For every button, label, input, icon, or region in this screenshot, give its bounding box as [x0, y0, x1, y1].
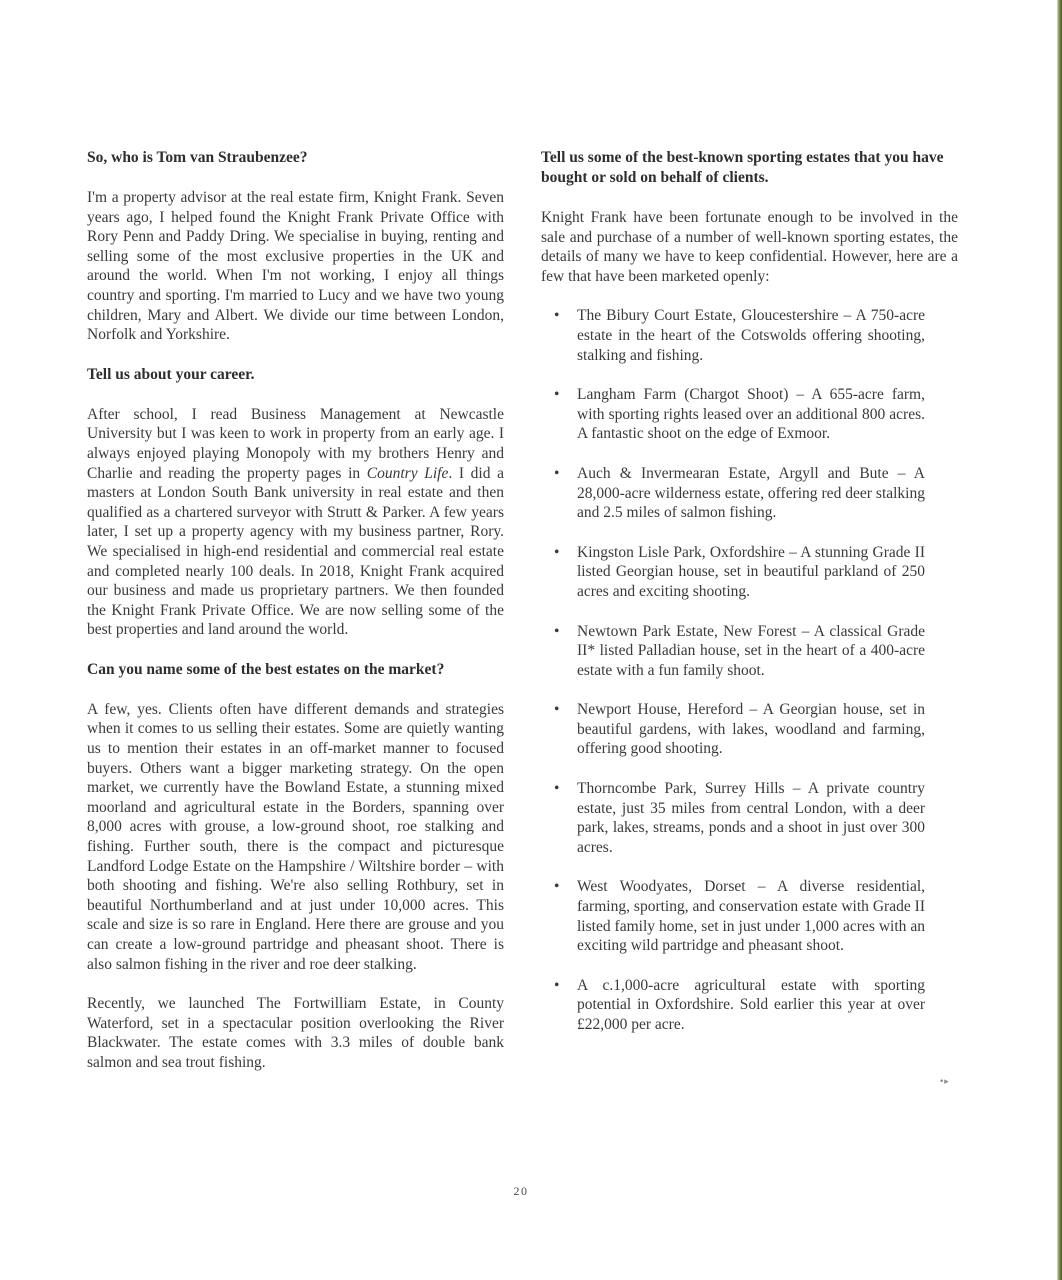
list-item: • A c.1,000-acre agricultural estate with sporting potential in Oxfordshire. Sold earlier this year at over £22,000 per acre. — [554, 976, 925, 1033]
list-item: • Langham Farm (Chargot Shoot) – A 655-acre farm, with sporting rights leased over an additional 800 acres. A fantastic shoot on the edge of Exmoor. — [554, 386, 925, 443]
page-number: 20 — [513, 1184, 529, 1198]
bullet-icon: • — [554, 701, 560, 719]
answer-best-estates: A few, yes. Clients often have different demands and strategies when it comes to us selling their estates. Some are quietly wanting us to mention their estates in an off-market manner to focused buyers. Others want a bigger marketing strategy. On the open market, we currently have the Bowland Estate, a stunning mixed moorland and agricultural estate in the Borders, spanning over 8,000 acres with grouse, a low-ground shoot, roe stalking and fishing. Further south, there is the compact and picturesque Landford Lodge Estate on the Hampshire / Wiltshire border – with both shooting and fishing. We're also selling Rothbury, set in beautiful Northumberland and at just under 10,000 acres. This scale and size is so rare in England. Here there are grouse and you can create a low-ground partridge and pheasant shoot. There is also salmon fishing in the river and roe deer stalking. — [87, 700, 504, 973]
bullet-icon: • — [554, 780, 560, 798]
estates-list — [541, 306, 958, 1034]
list-item: • Newtown Park Estate, New Forest – A classical Grade II* listed Palladian house, set in the heart of a 400-acre estate with a fun family shoot. — [554, 622, 925, 679]
list-item: • Auch & Invermearan Estate, Argyll and Bute – A 28,000-acre wilderness estate, offering red deer stalking and 2.5 miles of salmon fishing. — [554, 464, 925, 522]
answer-career-part1: After school, I read Business Management at Newcastle University but I was keen to work in property from an early age. I always enjoyed playing Monopoly with my brothers Henry and Charlie and reading the property pages in — [87, 405, 504, 482]
list-item: • West Woodyates, Dorset – A diverse residential, farming, sporting, and conservation estate with Grade II listed family home, set in just under 1,000 acres with an exciting wild partridge and pheasant shoot. — [554, 878, 925, 955]
bullet-icon: • — [554, 543, 560, 561]
answer-career — [87, 405, 504, 640]
list-item: • Kingston Lisle Park, Oxfordshire – A stunning Grade II listed Georgian house, set in beautiful parkland of 250 acres and exciting shooting. — [554, 543, 925, 600]
page-edge-decoration — [1057, 0, 1062, 1280]
right-column — [541, 148, 958, 1055]
answer-career-part2: . I did a masters at London South Bank university in real estate and then qualified as a chartered surveyor with Strutt & Parker. A few years later, I set up a property agency with my business partner, Rory. We specialised in high-end residential and commercial real estate and completed nearly 100 deals. In 2018, Knight Frank acquired our business and made us proprietary partners. We then founded the Knight Frank Private Office. We are now selling some of the best properties and land around the world. — [87, 464, 504, 639]
question-best-estates: Can you name some of the best estates on the market? — [87, 660, 445, 678]
end-of-article-icon: •▸ — [939, 1077, 949, 1087]
question-sporting-estates: Tell us some of the best-known sporting estates that you have bought or sold on behalf of clients. — [541, 149, 944, 186]
answer-fortwilliam: Recently, we launched The Fortwilliam Estate, in County Waterford, set in a spectacular position overlooking the River Blackwater. The estate comes with 3.3 miles of double bank salmon and sea trout fishing. — [87, 995, 504, 1071]
bullet-icon: • — [554, 464, 560, 482]
question-who-is-tom: So, who is Tom van Straubenzee? — [87, 149, 308, 166]
bullet-icon: • — [554, 622, 560, 640]
country-life-title: Country Life — [366, 464, 449, 482]
list-item: • Thorncombe Park, Surrey Hills – A private country estate, just 35 miles from central London, with a deer park, lakes, streams, ponds and a shoot in just over 300 acres. — [554, 780, 925, 856]
left-column — [87, 148, 504, 1093]
bullet-icon: • — [554, 386, 560, 404]
question-career: Tell us about your career. — [87, 365, 255, 383]
bullet-icon: • — [554, 307, 560, 325]
bullet-icon: • — [554, 878, 560, 896]
bullet-icon: • — [554, 976, 560, 994]
list-item: • Newport House, Hereford – A Georgian house, set in beautiful gardens, with lakes, woodland and farming, offering good shooting. — [554, 701, 925, 758]
list-item: • The Bibury Court Estate, Gloucestershire – A 750-acre estate in the heart of the Cotswolds offering shooting, stalking and fishing. — [554, 307, 925, 364]
sporting-estates-intro: Knight Frank have been fortunate enough to be involved in the sale and purchase of a number of well-known sporting estates, the details of many we have to keep confidential. However, here are a few that have been marketed openly: — [541, 209, 958, 285]
answer-who-is-tom: I'm a property advisor at the real estate firm, Knight Frank. Seven years ago, I helped found the Knight Frank Private Office with Rory Penn and Paddy Dring. We specialise in buying, renting and selling some of the most exclusive properties in the UK and around the world. When I'm not working, I enjoy all things country and sporting. I'm married to Lucy and we have two young children, Mary and Albert. We divide our time between London, Norfolk and Yorkshire. — [87, 189, 504, 344]
